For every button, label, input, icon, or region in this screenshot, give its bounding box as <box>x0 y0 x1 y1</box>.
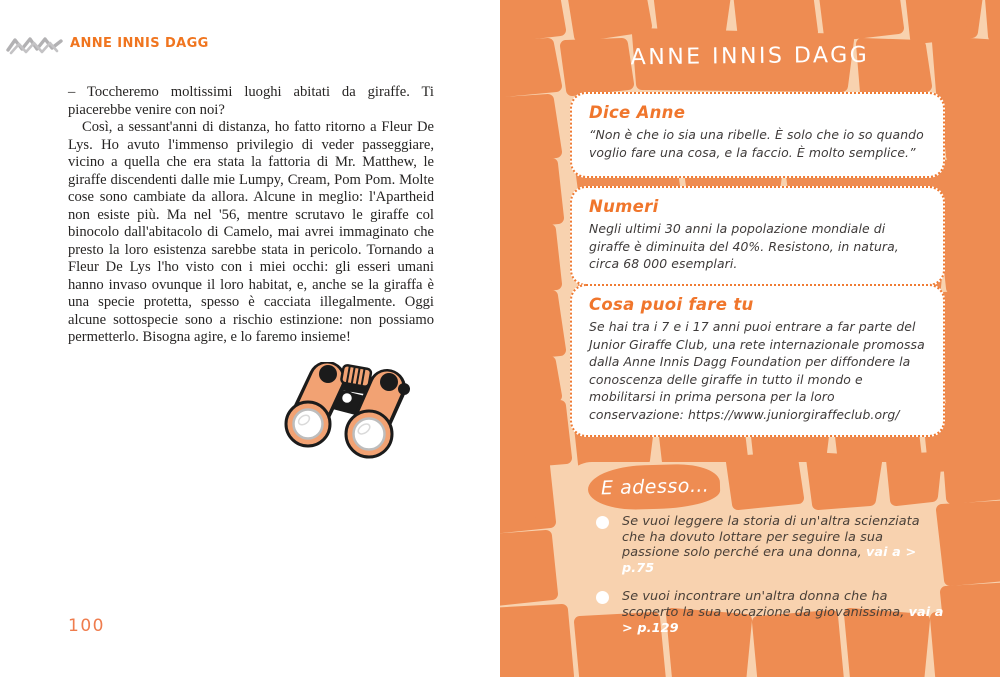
list-item <box>596 589 944 636</box>
body-text <box>68 84 434 347</box>
binoculars-illustration <box>283 362 419 466</box>
next-section-list <box>596 514 944 636</box>
list-item-text: Se vuoi leggere la storia di un'altra scienziata che ha dovuto lottare per seguire la sua passione solo perché era una donna, vai a > p.75 <box>622 514 920 576</box>
page-number: 100 <box>68 616 105 636</box>
box-text: Negli ultimi 30 anni la popolazione mondiale di giraffe è diminuita del 40%. Resistono, in natura, circa 68 000 esemplari. <box>589 221 899 272</box>
box-text: “Non è che io sia una ribelle. È solo che io so quando voglio fare una cosa, e la faccio. È molto semplice.” <box>589 127 924 160</box>
info-box-dice-anne <box>570 92 945 178</box>
next-section-title: E adesso… <box>600 474 710 500</box>
cross-reference-link[interactable]: vai a > p.75 <box>622 545 917 576</box>
box-title: Cosa puoi fare tu <box>589 295 754 314</box>
list-item <box>596 514 944 576</box>
chapter-title: ANNE INNIS DAGG <box>630 42 870 71</box>
right-page <box>500 0 1000 677</box>
running-header: ANNE INNIS DAGG <box>70 36 209 51</box>
next-section-patch <box>587 463 720 510</box>
bullet-circle-icon <box>596 591 609 604</box>
cross-reference-link[interactable]: vai a > p.129 <box>622 604 944 636</box>
box-text <box>589 318 926 424</box>
info-box-numeri <box>570 186 945 286</box>
junior-giraffe-club-link[interactable]: https://www.juniorgiraffeclub.org/ <box>687 407 900 423</box>
paragraph: Così, a sessant'anni di distanza, ho fatto ritorno a Fleur De Lys. Ho avuto l'immenso privilegio di veder passeggiare, vicino a quella che era stata la fattoria di Mr. Matthew, le giraffe discendenti dalle mie Lumpy, Cream, Pom Pom. Molte cose sono cambiate da allora. Alcune in meglio: l'Apartheid non esiste più. Ma nel '56, mentre scrutavo le giraffe col binocolo dall'abitacolo di Camelo, mai avrei immaginato che presto la loro esistenza sarebbe stata in pericolo. Tornando a Fleur De Lys l'ho visto con i miei occhi: gli esseri umani hanno invaso ovunque il loro habitat, e, anche se la giraffa è una specie protetta, spesso è cacciata illegalmente. Oggi alcune sottospecie sono a rischio estinzione: non possiamo permetterlo. Bisogna agire, e lo faremo insieme! <box>68 119 434 345</box>
info-box-cosa-puoi-fare-tu <box>570 284 945 437</box>
paragraph: – Toccheremo moltissimi luoghi abitati da giraffe. Ti piacerebbe venire con noi? <box>68 84 434 118</box>
squiggle-icon <box>6 34 64 58</box>
list-item-text: Se vuoi incontrare un'altra donna che ha scoperto la sua vocazione da giovanissima, vai a > p.129 <box>622 589 944 636</box>
box-title: Numeri <box>589 197 659 216</box>
bullet-circle-icon <box>596 516 609 529</box>
box-title: Dice Anne <box>589 103 686 122</box>
box-text-body: Se hai tra i 7 e i 17 anni puoi entrare a far parte del Junior Giraffe Club, una rete internazionale promossa dalla Anne Innis Dagg Foundation per diffondere la conoscenza delle giraffe in tutto il mondo e mobilitarsi in prima persona per la loro conservazione: <box>589 319 925 423</box>
